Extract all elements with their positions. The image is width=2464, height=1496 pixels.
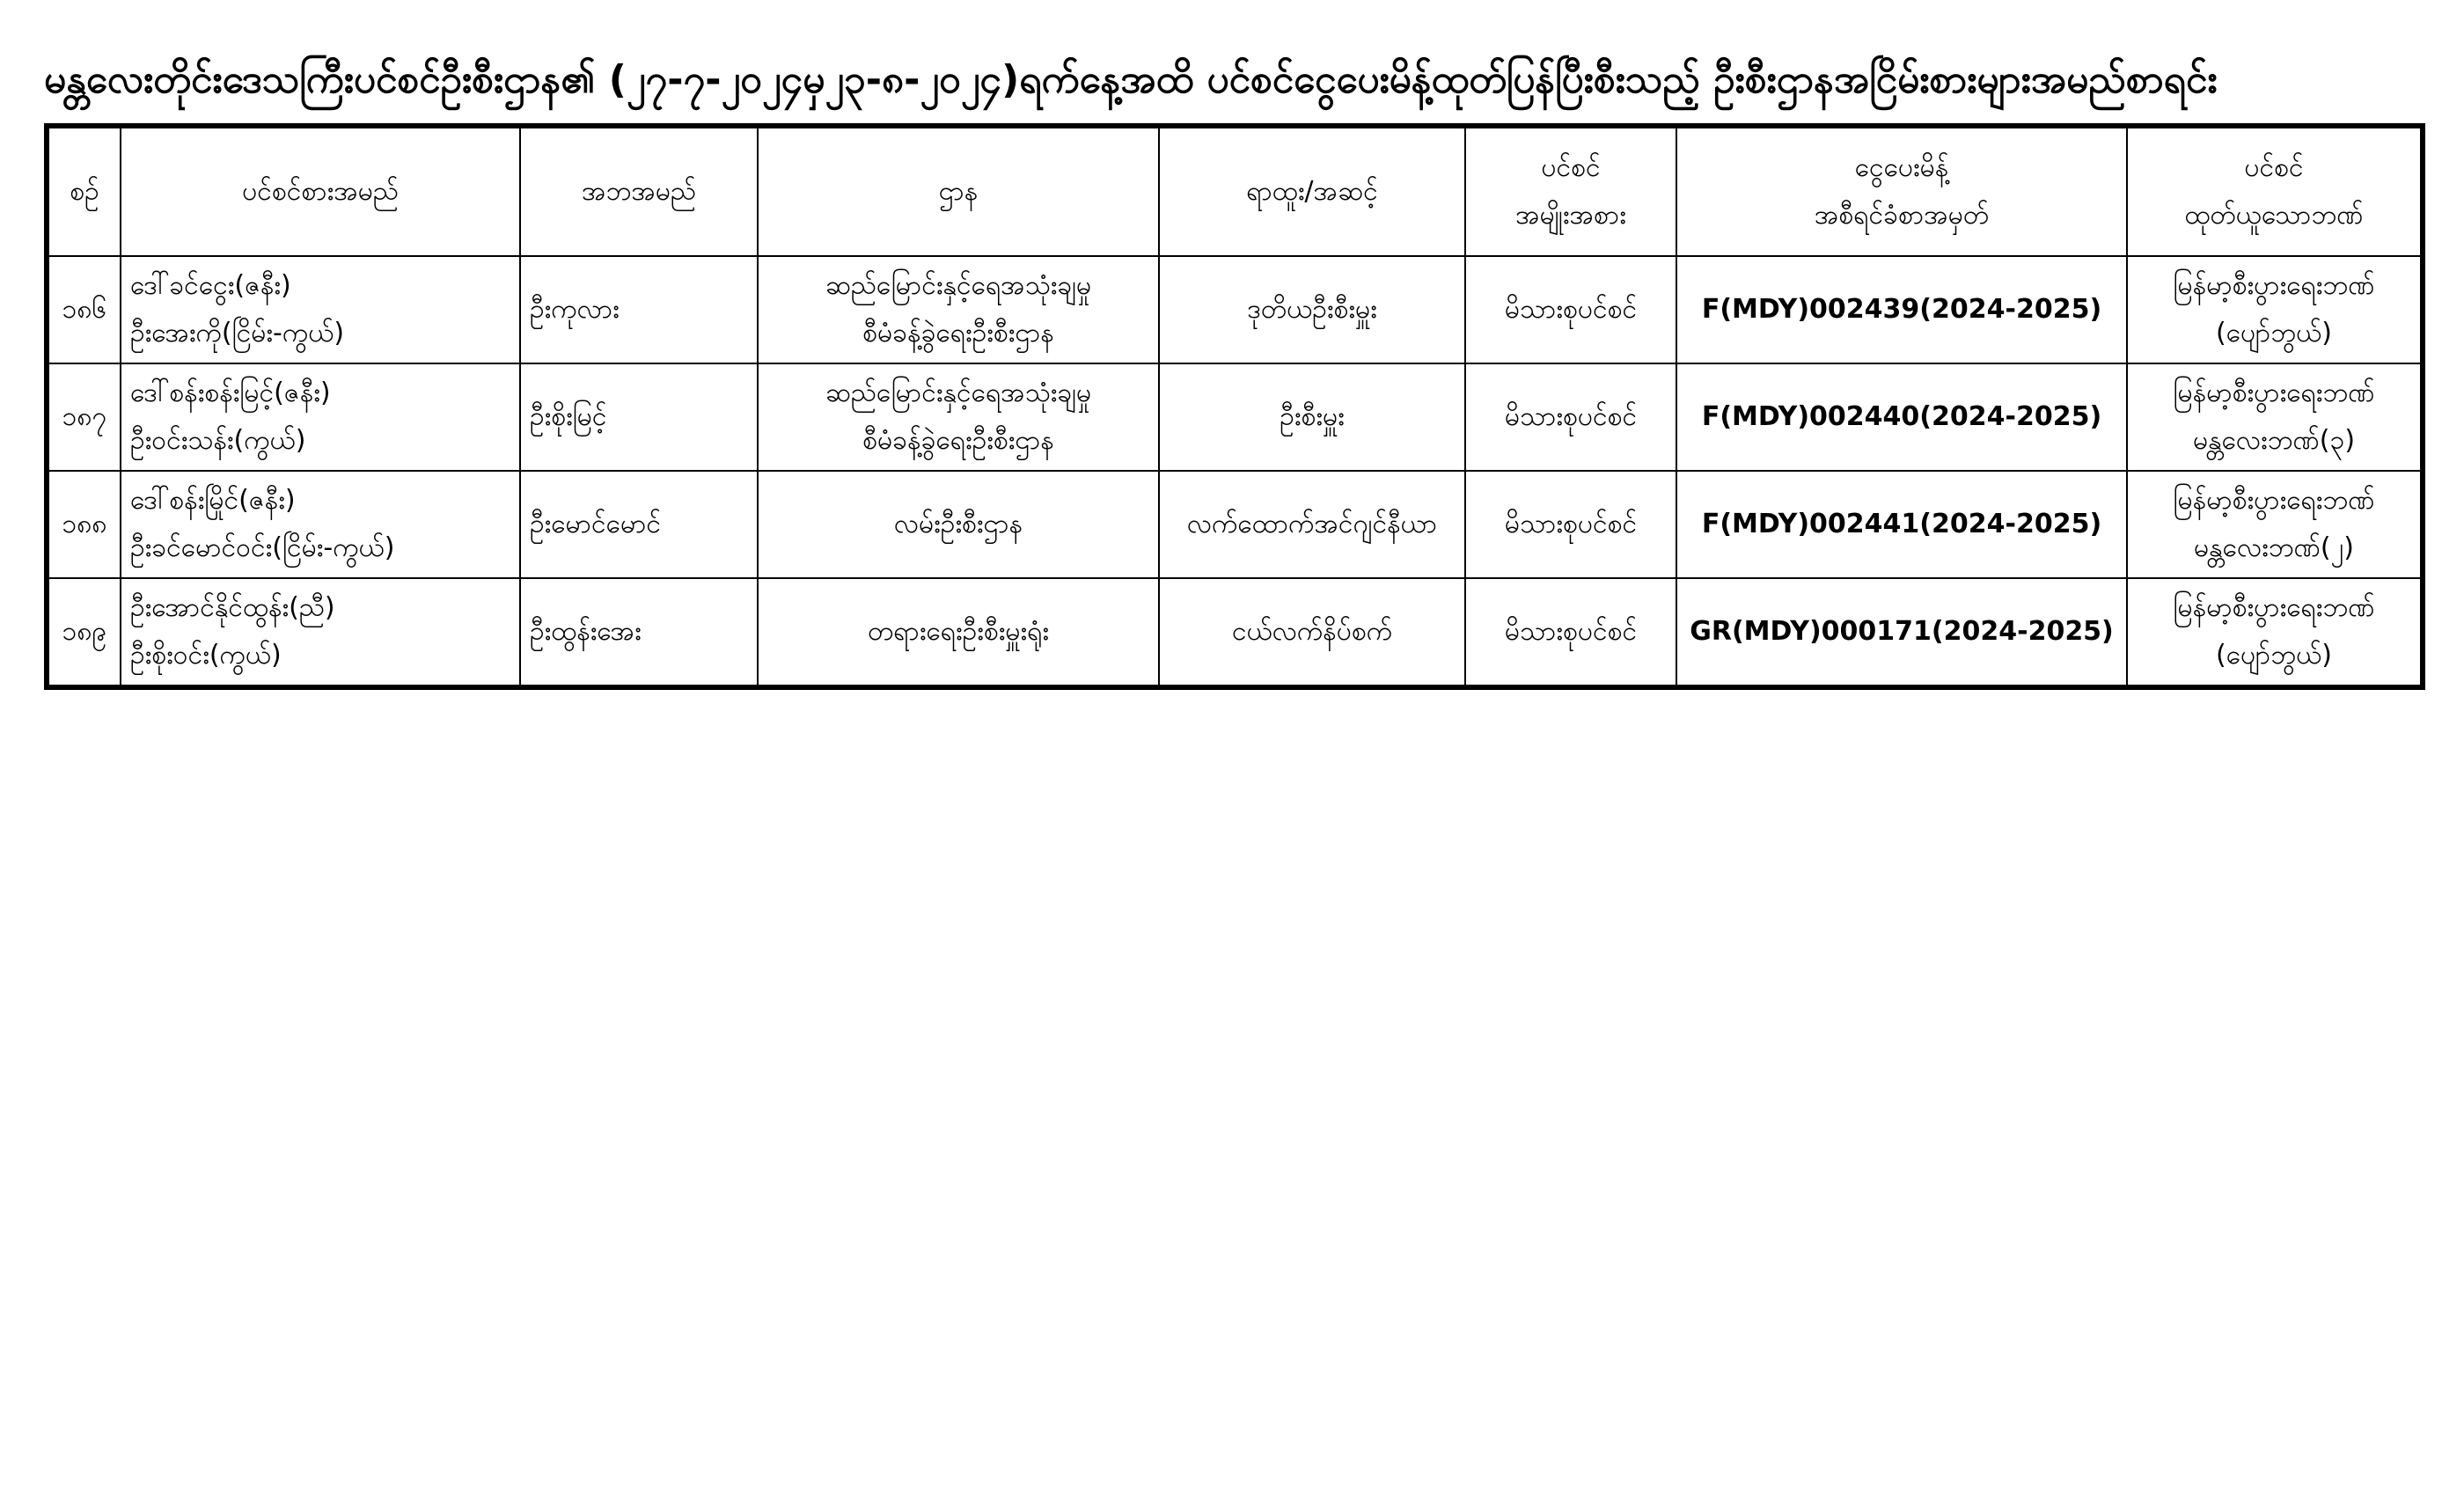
header-pensioner-name: ပင်စင်စားအမည်: [121, 126, 520, 256]
cell-order-number: GR(MDY)000171(2024-2025): [1676, 578, 2127, 687]
cell-rank: လက်ထောက်အင်ဂျင်နီယာ: [1159, 471, 1465, 578]
page-title: မန္တလေးတိုင်းဒေသကြီးပင်စင်ဦးစီးဌာန၏ (၂၇-၇-၂၀၂၄မှ၂၃-၈-၂၀၂၄)ရက်နေ့အထိ ပင်စင်ငွေပေးမိန့်ထုတ်ပြန်ပြီးစီးသည့် ဦးစီးဌာနအငြိမ်းစားများအမည်စာရင်း: [44, 57, 2218, 102]
cell-bank: မြန်မာ့စီးပွားရေးဘဏ် (ပျော်ဘွယ်): [2127, 256, 2423, 363]
cell-father-name: ဦးမောင်မောင်: [520, 471, 758, 578]
cell-bank: မြန်မာ့စီးပွားရေးဘဏ် မန္တလေးဘဏ်(၂): [2127, 471, 2423, 578]
cell-rank: ငယ်လက်နိပ်စက်: [1159, 578, 1465, 687]
header-pension-type: ပင်စင် အမျိုးအစား: [1465, 126, 1676, 256]
cell-serial-no: ၁၈၆: [47, 256, 121, 363]
cell-pension-type: မိသားစုပင်စင်: [1465, 363, 1676, 471]
header-order-number: ငွေပေးမိန့် အစီရင်ခံစာအမှတ်: [1676, 126, 2127, 256]
table-row: [47, 471, 2423, 578]
cell-department: ဆည်မြောင်းနှင့်ရေအသုံးချမှု စီမံခန့်ခွဲရေးဦးစီးဌာန: [758, 363, 1159, 471]
table-row: [47, 578, 2423, 687]
header-serial-no: စဉ်: [47, 126, 121, 256]
cell-pension-type: မိသားစုပင်စင်: [1465, 578, 1676, 687]
cell-serial-no: ၁၈၈: [47, 471, 121, 578]
header-department: ဌာန: [758, 126, 1159, 256]
cell-order-number: F(MDY)002441(2024-2025): [1676, 471, 2127, 578]
cell-bank: မြန်မာ့စီးပွားရေးဘဏ် မန္တလေးဘဏ်(၃): [2127, 363, 2423, 471]
pension-order-table: [44, 123, 2425, 690]
cell-department: လမ်းဦးစီးဌာန: [758, 471, 1159, 578]
cell-pension-type: မိသားစုပင်စင်: [1465, 471, 1676, 578]
cell-pensioner-name: ဦးအောင်နိုင်ထွန်း(ညီ) ဦးစိုးဝင်း(ကွယ်): [121, 578, 520, 687]
header-rank: ရာထူး/အဆင့်: [1159, 126, 1465, 256]
table-row: [47, 256, 2423, 363]
cell-rank: ဒုတိယဦးစီးမှူး: [1159, 256, 1465, 363]
table-row: [47, 363, 2423, 471]
cell-department: တရားရေးဦးစီးမှူးရုံး: [758, 578, 1159, 687]
cell-serial-no: ၁၈၇: [47, 363, 121, 471]
cell-rank: ဦးစီးမှူး: [1159, 363, 1465, 471]
cell-pensioner-name: ဒေါ်ခင်ငွေး(ဇနီး) ဦးအေးကို(ငြိမ်း-ကွယ်): [121, 256, 520, 363]
header-bank: ပင်စင် ထုတ်ယူသောဘဏ်: [2127, 126, 2423, 256]
cell-father-name: ဦးကုလား: [520, 256, 758, 363]
cell-order-number: F(MDY)002439(2024-2025): [1676, 256, 2127, 363]
cell-father-name: ဦးစိုးမြင့်: [520, 363, 758, 471]
cell-serial-no: ၁၈၉: [47, 578, 121, 687]
cell-pensioner-name: ဒေါ်စန်းမြိုင်(ဇနီး) ဦးခင်မောင်ဝင်း(ငြိမ်း-ကွယ်): [121, 471, 520, 578]
table-header-row: [47, 126, 2423, 256]
cell-father-name: ဦးထွန်းအေး: [520, 578, 758, 687]
cell-pensioner-name: ဒေါ်စန်းစန်းမြင့်(ဇနီး) ဦးဝင်းသန်း(ကွယ်): [121, 363, 520, 471]
cell-pension-type: မိသားစုပင်စင်: [1465, 256, 1676, 363]
cell-department: ဆည်မြောင်းနှင့်ရေအသုံးချမှု စီမံခန့်ခွဲရေးဦးစီးဌာန: [758, 256, 1159, 363]
header-father-name: အဘအမည်: [520, 126, 758, 256]
cell-bank: မြန်မာ့စီးပွားရေးဘဏ် (ပျော်ဘွယ်): [2127, 578, 2423, 687]
cell-order-number: F(MDY)002440(2024-2025): [1676, 363, 2127, 471]
